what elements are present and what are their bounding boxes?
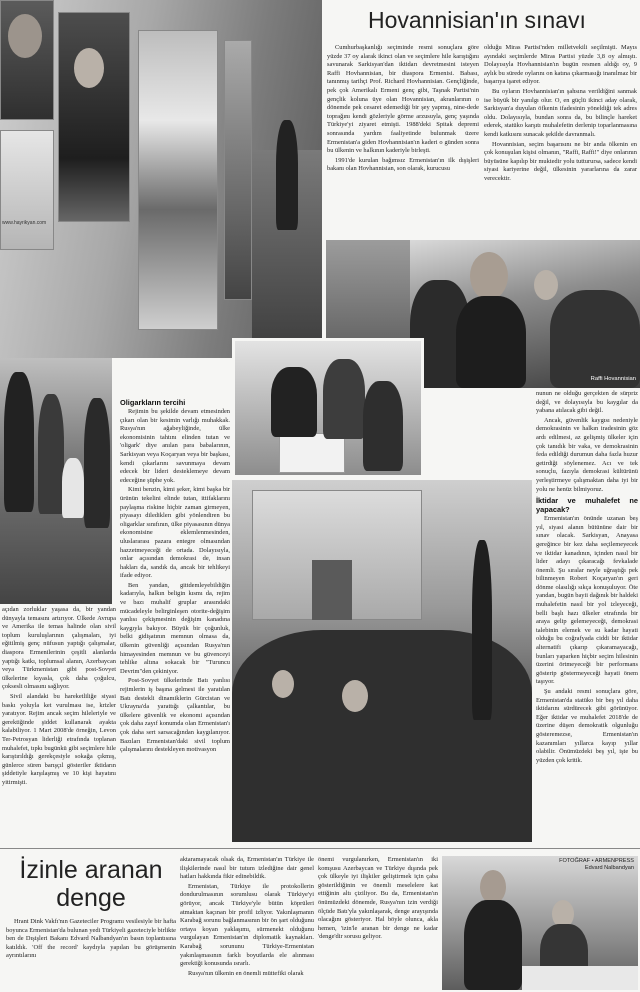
poster-4 xyxy=(138,30,218,330)
oligarchy-text-4: Post-Sovyet ülkelerinde Batı yanlısı rejimlerin iş başına gelmesi ile yaratılan Batı destekli dinamiklerin Gürcistan ve Ukrayna'da yarattığı çalkantılar, bu ülkelere güvenlik ve ekonomi açısından çok daha zayıf konumda olan Ermenistan'ı çok daha sert sarsacağından kaygılanıyor. Bazıları Ermenistan'daki sivil toplum çalışmalarını destekleyen motivasyon xyxy=(120,677,230,754)
rally-face-1 xyxy=(272,670,294,698)
poster-url: www.hayrikyan.com xyxy=(2,220,47,226)
main-col-2-text-b: Bu oyların Hovhannisian'ın şahsına verildiğini sanmak ise büyük bir yanılgı olur. O, en güçlü ikinci aday olarak, Sarkisyan'a duyulan öfkenin ifadesinin yöneldiği tek adres oldu. Dolayısıyla, bundan sonra da, bu bilinçle hareket ederek, statüko karşıtı muhalefetin derlenip toparlanmasına kendi katkısını sunacak şekilde davranmalı. xyxy=(484,87,637,138)
main-col-1-text: Cumhurbaşkanlığı seçiminde resmi sonuçlara göre yüzde 37 oy alarak ikinci olan ve seçimlere hile karıştığını savunarak Sarkisyan'dan iktidarı devretmesini isteyen Raffi Hovhannisian, bir diaspora Ermenisi. Babası, tanınmış tarihçi Prof. Richard Hovhannisian. Gençliğinde, pek çok Amerikalı Ermeni genç gibi, Taşnak Partisi'nin gençlik koluna üye olan Hovannisian, akranlarının o dönemde pek cesaret edemediği bir şey yapmış, nine-dede toprağını kendi gözleriyle görme arzusuyla, genç yaşında Türkiye'yi ziyaret etmişti. 1988'deki Spitak depremi sonrasında yardım faaliyetinde bulunmak üzere Ermenistan'a giden Hovhannisian'ın kaderi o günden sonra bu ülkenin ve halkının kaderiyle birleşti. xyxy=(327,44,479,155)
raffi-face xyxy=(470,252,508,300)
raffi-caption: Raffi Hovannisian xyxy=(590,376,636,382)
right-text-1: nunun ne olduğu gerçekten de sürpriz değil, ve dolayısıyla bu kaygılar da yabana atılacak gibi değil. xyxy=(536,390,638,415)
bottom-col-2 xyxy=(180,856,314,990)
raffi-photo xyxy=(410,240,640,388)
bottom-headline-line2: denge xyxy=(56,884,126,912)
bottom-col3-text: önemi vurgulanırken, Ermenistan'ın iki komşusu Azerbaycan ve Türkiye dışında pek çok ülkeyle iyi ilişkiler geliştirmek için çaba gösterildiğinin ve önemli meselelere kat ettiğinin altı çiziliyor. Bu da, Ermenistan'ın önümüzdeki dönemde, Rusya'nın izin verdiği ölçüde Batı'yla yakınlaşarak, denge arayışında olacağını gösteriyor. Hal böyle olunca, akla hemen, 'izin'le aranan bir denge ne kadar 'denge'dir sorusu geliyor. xyxy=(318,856,438,941)
doorway xyxy=(312,560,352,620)
person-3 xyxy=(84,398,110,528)
bottom-headline-line1: İzinle aranan xyxy=(19,856,163,884)
person-1 xyxy=(4,372,34,512)
child xyxy=(62,458,84,518)
ballot-box xyxy=(279,433,345,473)
left-text-1: açıdan zorluklar yaşasa da, bir yandan dünyayla temasını artırıyor. Ülkede Avrupa ve Amerika ile temas halinde olan sivil toplum kuruluşlarının çalışmaları, iyi eğitilmiş genç nüfusun yaptığı çalışmalar, diaspora Ermenilerinin çeşitli alanlarda yaptığı katkı, toplumsal alanın, Azerbaycan veya Türkmenistan gibi post-Sovyet ülkelerine kıyasla, çok daha çoğulcu, çoksesli olmasını sağlıyor. xyxy=(2,606,116,691)
bottom-intro-text: Hrant Dink Vakfı'nın Gazeteciler Programı vesilesiyle bir hafta boyunca Ermenistan'da bulunan yedi Türkiyeli gazeteciyle birlikte ben de Dışişleri Bakanı Edvard Nalbandyan'ın basın toplantısına katıldık. 'Off the record' kaydıyla yapılan bu görüşmenin ayrıntılarını xyxy=(6,918,176,960)
poster-5 xyxy=(224,40,252,300)
right-text-3: Ermenistan'ın önünde uzanan beş yıl, siyasi alanın bütününe dair bir sınav olacak. Sarkisyan, Anayasa gereğince bir kez daha seçilemeyecek ve iktidar kanadının, içinden nasıl bir lider adayı çıkaracağı fevkalade önemli. Şu sıralar neyle uğraştığı pek bilinmeyen Robert Koçaryan'ın geri dönme olasılığı sıkça konuşuluyor. Öte yandan, bugün bayii dağınık bir haldeki muhalefetin nasıl bir yol izleyeceği, belli başlı hazı ülkeler etrafında bir araya gelip gelemeyeceği, demokrasi talebinin elemek ve su kadar hayati olduğu bu coğrafyada ciddi bir iktidar alternatifi çıkarıp çıkaramayacağı, bunları yaparken hiçbir seçim hilesinin üzerini örtmeyeceği bir performans gösterip göstermeyeceği hayati önem taşıyor. xyxy=(536,515,638,686)
oligarchy-column xyxy=(120,396,230,841)
main-col-1 xyxy=(327,44,479,240)
posters-photo xyxy=(0,0,322,358)
bottom-col2-text-b: Ermenistan, Türkiye ile protokollerin dondurulmasının sorumlusu olarak Türkiye'yi görüyor, ancak Türkiye'yle bütün köprüleri atmaktan kaçınan bir profil izliyor. Yakınlaşmanın Karabağ sorunu bağlanmasının bir ön şart olduğunu ortaya koyan yaklaşımı, sürmenekt olduğunu vurgulayan Ermenistan'ın diplomatik kaynakları. Karabağ sorununu Türkiye-Ermenistan yakınlaşmasının farklı boyutlarda ele alınması gerektiği konusunda ısrarlı. xyxy=(180,882,314,968)
main-col-2-text: olduğu Miras Partisi'nden milletvekili seçilmişti. Mayıs ayındaki seçimlerde Miras Partisi yüzde 3,8 oy almıştı. Dolayısıyla Hovhannisian'ın bugün resmen aldığı oy, 9 aylık bu sürede oylarını on katına çıkarmasığı inanılmaz bir başarıya işaret ediyor. xyxy=(484,44,637,86)
table xyxy=(522,966,638,990)
right-column xyxy=(536,390,638,842)
voter-3 xyxy=(363,381,403,471)
oligarchy-text-3: Ben yandan, gittdemleyebildiğin kadarıyla, halkın beligin kısmı da, rejim ve bazı muhalif gruplar arasındaki mücadeleyle belirginleşen otorite-değişim yanlısı çekişmesinin değişim kanadına kaygıyla bakıyor. Büyük bir çoğunluk, belki gidişatının memnun olmasa da, ülkenin güvenliği açısından Rusya'nın himayesinden memnun ve bu güvenceyi tehlike altına sokacak bir "Turuncu Devrim"den çekiniyor. xyxy=(120,581,230,675)
rally-face-2 xyxy=(342,680,368,712)
bottom-col-3 xyxy=(318,856,438,990)
oligarchy-heading: Oligarkların tercihi xyxy=(120,398,186,407)
street-crowd-photo xyxy=(0,358,112,604)
poster-3 xyxy=(0,130,54,250)
raised-arm xyxy=(472,540,492,720)
voter-2 xyxy=(323,359,365,439)
bottom-headline xyxy=(8,856,174,912)
right-text-4: Şu andaki resmi sonuçlara göre, Ermenistan'da statüko bir beş yıl daha iktidarını sürdürecek gibi görünüyor. Eğer iktidar ve muhalefet 2018'de de üzerine düşen demokratik olgunluğu gösteremezse, Ermenistan'ın kazanımları yıllarca kayıp yıllar olabilir. Önümüzdeki beş yıl, işte bu yüzden çok kritik. xyxy=(536,688,638,764)
main-col-2-text-c: Hovannisian, seçim başarısını ne bir anda ölkenin en çok konuşulan kişisi olmanın, "Raffi, Raffi!" diye onlarının büyüsüne kapılıp bir muktedir yolu tutturursa, sadece kendi siyasi kariyerine değil, ülkesinin yararlarına da zarar verecektir. xyxy=(484,140,637,182)
oligarchy-text-2: Kimi benzin, kimi şeker, kimi başka bir ürünün tekelini elinde tutan, ittifaklarını paylaşma riskine hiçbir zaman girmeyen, piyasayı dilediklerı gibi yönlendiren bu oligarklar sınıfının, ülke piyasasının dünya ekonomisine eklemlenmesinden, uluslararası pazara entegre olmasından hazzetmeyeceği de ortada. Dolayısıyla, onlar açısından demokrasi de, insan hakları da, sandık da, ancak bir tehlikeyi ifade ediyor. xyxy=(120,486,230,580)
voter-1 xyxy=(271,367,317,437)
bottom-divider xyxy=(0,848,640,849)
crowd-face xyxy=(534,270,558,300)
poster-face-1 xyxy=(8,14,42,58)
bottom-intro xyxy=(6,918,176,990)
nalbandyan-face xyxy=(480,870,506,904)
oligarchy-text-1: Rejimin bu şekilde devam etmesinden çıkarı olan bir kesimin varlığı muhakkak. Rusya'nın ağabeyliğinde, ülke ekonomisinin tahtını elinden tutan ve 'oligark' diye anılan para babalarının, Sarkisyan veya Koçaryan veya bir başkası, kendi çıkarlarını savunmaya devam edecek bir lideri desteklemeye devam edeceğine şüphe yok. xyxy=(120,408,230,484)
person-2 xyxy=(38,394,64,514)
voting-photo xyxy=(232,338,424,478)
crowd-right xyxy=(550,290,640,388)
poster-face-2 xyxy=(74,48,104,88)
headline: Hovannisian'ın sınavı xyxy=(368,7,586,33)
nalbandyan-photo xyxy=(442,856,638,990)
poster-2 xyxy=(58,12,130,222)
right-heading: İktidar ve muhalefet ne yapacak? xyxy=(536,496,638,515)
photo-credit: FOTOĞRAF • ARMENPRESS xyxy=(559,858,634,864)
rally-photo xyxy=(232,480,532,842)
photo-credit-name: Edvard Nalbandyan xyxy=(584,865,634,871)
main-col-1-text-b: 1991'de kurulan bağımsız Ermenistan'ın ilk dışişleri bakanı olan Hovhannisian, son olarak, kurucusu xyxy=(327,156,479,173)
bottom-col2-text: aktaramayacak olsak da, Ermenistan'ın Türkiye ile ilişkilerinde nasıl bir tutum izlediğine dair genel hatları hakkında fikir edinebildik. xyxy=(180,856,314,881)
nalbandyan-body xyxy=(464,900,522,990)
bottom-col2-text-c: Rusya'nın ülkenin en önemli müttefiki olarak xyxy=(188,969,304,977)
raffi-body xyxy=(456,296,526,388)
left-column xyxy=(2,606,116,842)
main-col-2 xyxy=(484,44,637,240)
right-text-2: Ancak, güvenlik kaygısı nedeniyle demokrasinin ve halkın iradesinin göz ardı edilmesi, az gelişmiş ülkeler için çok tanıdık bir vaka, ve demokrasinin feda edildiği durumun daha fazla huzur getirdiği söylenemez. Acı ve tek sonuçlu, fazıyla demokrasi kültürünü yerleştirmeye çalışmaktan daha iyi bir yolu ne henüz bilmiyoruz. xyxy=(536,416,638,493)
left-text-2: Sivil alandaki bu hareketliliğe siyasi baskı yoluyla ket vurulması ise, krizler yaratıyor. Rejim ancak seçim hileleriyle ve gerektiğinde şiddet kullanarak ayakta kalabiliyor. 1 Mart 2008'de örneğin, Levon Ter-Petrosyan liderliği etrafında toplanan muhalefet, tıpkı bugünkü gibi seçimlere hile karıştırıldığı gerekçesiyle sokağa çıkmış, günlerce süren barışçıl gösteriler iktidarın şiddetiyle karşılaşmış ve 10 kişi hayatını yitirmişti. xyxy=(2,692,116,786)
passerby xyxy=(276,120,298,230)
